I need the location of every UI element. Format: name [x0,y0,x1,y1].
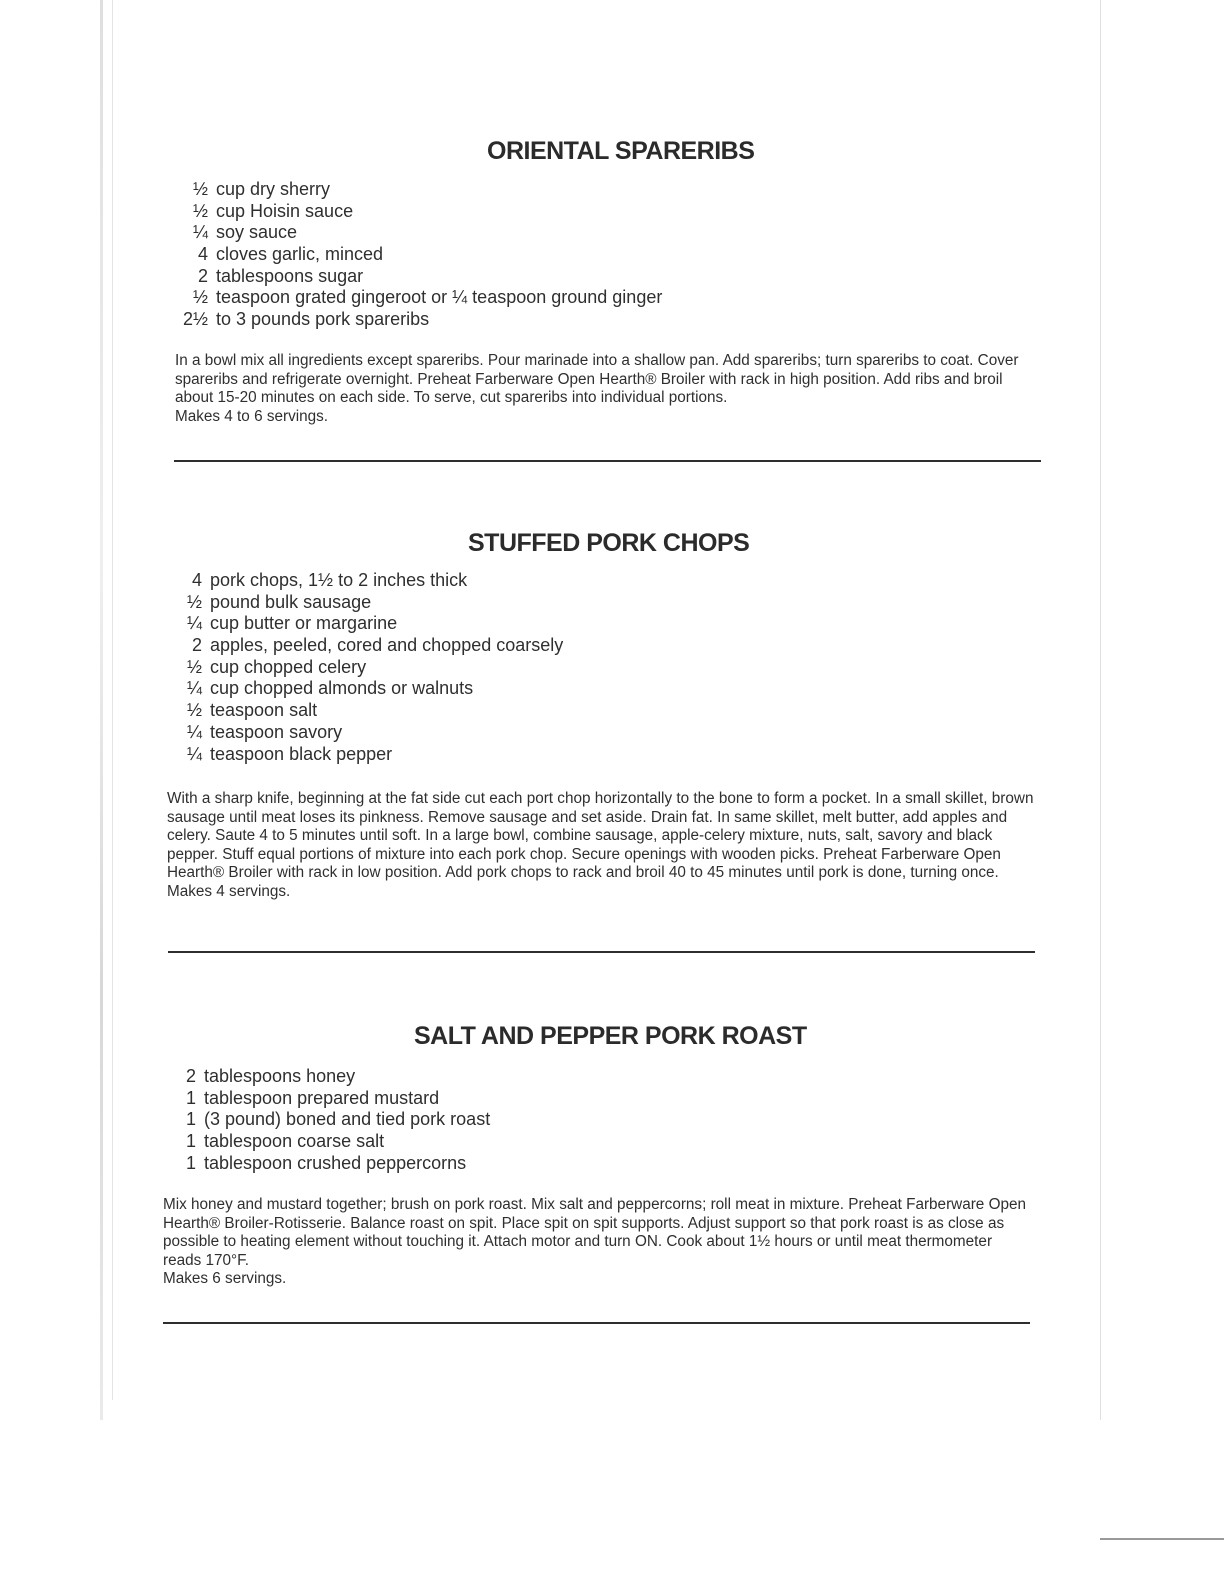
recipe-instructions [163,1196,1033,1289]
ingredient-text: to 3 pounds pork spareribs [216,309,430,330]
ingredient-qty: 2 [191,635,202,656]
ingredient-text: soy sauce [216,222,298,243]
ingredient-text: cup butter or margarine [210,613,398,634]
ingredient-qty: 2 [197,265,208,286]
ingredient-item [172,266,662,288]
ingredient-item [172,287,662,309]
ingredient-list [172,179,662,331]
ingredient-text: cloves garlic, minced [216,244,384,265]
ingredient-text: teaspoon black pepper [210,743,393,764]
ingredient-text: (3 pound) boned and tied pork roast [204,1109,491,1130]
ingredient-text: teaspoon salt [210,700,318,721]
scan-edge [1100,0,1101,1420]
ingredient-item [170,678,563,700]
ingredient-list [170,1066,490,1174]
ingredient-qty: ¼ [186,743,202,764]
ingredient-list [170,570,563,765]
ingredient-qty: 1 [185,1152,196,1173]
ingredient-text: pound bulk sausage [210,591,372,612]
ingredient-text: teaspoon savory [210,721,343,742]
ingredient-item [170,722,563,744]
ingredient-text: cup chopped celery [210,656,367,677]
ingredient-qty: ½ [186,656,202,677]
ingredient-text: tablespoons honey [204,1066,356,1086]
recipe-instructions [175,352,1045,426]
section-divider [163,1322,1030,1324]
ingredient-item [172,201,662,223]
ingredient-item [172,244,662,266]
servings-text: Makes 4 to 6 servings. [175,407,329,425]
ingredient-qty: 4 [197,244,208,265]
ingredient-qty: 2½ [182,309,208,330]
servings-text: Makes 6 servings. [163,1270,287,1288]
ingredient-text: tablespoons sugar [216,265,364,286]
ingredient-text: pork chops, 1½ to 2 inches thick [210,570,468,590]
ingredient-item [170,700,563,722]
ingredient-qty: ½ [186,700,202,721]
ingredient-text: cup Hoisin sauce [216,200,354,221]
ingredient-text: apples, peeled, cored and chopped coarsely [210,635,564,656]
ingredient-item [170,613,563,635]
recipe-instructions [167,790,1037,902]
ingredient-qty: 1 [185,1109,196,1130]
ingredient-qty: ½ [192,200,208,221]
servings-text: Makes 4 servings. [167,882,291,900]
ingredient-qty: ¼ [186,613,202,634]
scan-edge [1100,1538,1224,1540]
ingredient-item [172,179,662,201]
ingredient-item [170,1131,490,1153]
ingredient-item [170,657,563,679]
ingredient-item [170,1109,490,1131]
ingredient-item [172,222,662,244]
ingredient-item [170,744,563,766]
section-divider [174,460,1041,462]
ingredient-text: tablespoon prepared mustard [204,1087,440,1108]
ingredient-text: cup chopped almonds or walnuts [210,678,474,699]
ingredient-qty: 4 [191,570,202,590]
ingredient-qty: ½ [192,179,208,199]
ingredient-qty: 1 [185,1131,196,1152]
ingredient-text: tablespoon coarse salt [204,1131,385,1152]
recipe-title: STUFFED PORK CHOPS [468,529,750,557]
scan-edge [100,0,103,1420]
ingredient-qty: 2 [185,1066,196,1086]
instructions-text: Mix honey and mustard together; brush on pork roast. Mix salt and peppercorns; roll meat in mixture. Preheat Farberware Open Hearth® Broiler-Rotisserie. Balance roast on spit. Place spit on spit supports. Adjust support so that pork roast is as close as possible to heating element without touching it. Attach motor and turn ON. Cook about 1½ hours or until meat thermometer reads 170°F. [163,1196,1026,1269]
section-divider [168,951,1035,953]
ingredient-text: cup dry sherry [216,179,331,199]
ingredient-item [170,1153,490,1175]
ingredient-item [170,1066,490,1088]
ingredient-qty: ¼ [186,678,202,699]
recipe-title: ORIENTAL SPARERIBS [487,137,755,165]
instructions-text: In a bowl mix all ingredients except spareribs. Pour marinade into a shallow pan. Add spareribs; turn spareribs to coat. Cover spareribs and refrigerate overnight. Preheat Farberware Open Hearth® Broiler with rack in high position. Add ribs and broil about 15-20 minutes on each side. To serve, cut spareribs into individual portions. [175,352,1019,407]
instructions-text: With a sharp knife, beginning at the fat side cut each port chop horizontally to the bone to form a pocket. In a small skillet, brown sausage until meat loses its pinkness. Remove sausage and set aside. Drain fat. In same skillet, melt butter, add apples and celery. Saute 4 to 5 minutes until soft. In a large bowl, combine sausage, apple-celery mixture, nuts, salt, savory and black pepper. Stuff equal portions of mixture into each pork chop. Secure openings with wooden picks. Preheat Farberware Open Hearth® Broiler with rack in low position. Add pork chops to rack and broil 40 to 45 minutes until pork is done, turning once. [167,790,1034,882]
ingredient-item [170,635,563,657]
ingredient-text: tablespoon crushed peppercorns [204,1152,467,1173]
ingredient-qty: ¼ [192,222,208,243]
ingredient-qty: ½ [186,591,202,612]
ingredient-item [170,1088,490,1110]
ingredient-item [170,592,563,614]
recipe-title: SALT AND PEPPER PORK ROAST [414,1022,807,1050]
ingredient-qty: 1 [185,1087,196,1108]
ingredient-item [170,570,563,592]
ingredient-text: teaspoon grated gingeroot or ¼ teaspoon ground ginger [216,287,663,308]
scan-edge [112,0,113,1400]
ingredient-item [172,309,662,331]
ingredient-qty: ½ [192,287,208,308]
ingredient-qty: ¼ [186,721,202,742]
